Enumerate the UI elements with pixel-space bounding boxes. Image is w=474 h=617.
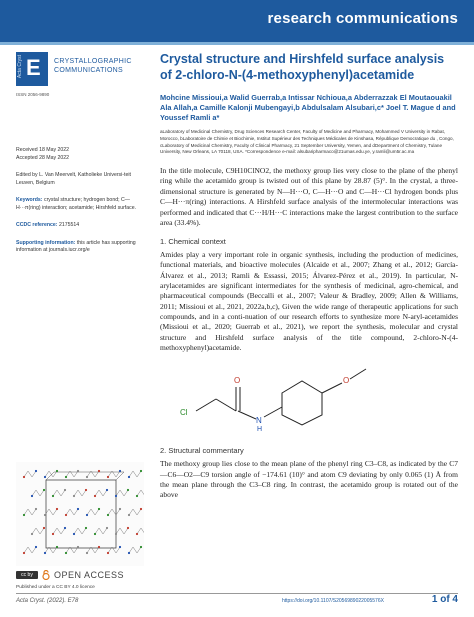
keywords-label: Keywords: bbox=[16, 197, 43, 204]
supporting-info bbox=[16, 240, 144, 255]
packing-atom bbox=[94, 533, 96, 535]
packing-atom bbox=[136, 495, 138, 497]
packing-atom bbox=[44, 476, 46, 478]
section-2-text: The methoxy group lies close to the mean plane of the phenyl ring C3–C8, as indicated by the C7—C6—O2—C9 torsion angle of −174.61 (10)° and atom C9 deviating by only 0.065 (1) Å from the mean plane through the C3–C8 ring. In contrast, the acetamido group is rotated out of the above bbox=[160, 459, 458, 500]
packing-atom bbox=[98, 508, 100, 510]
packing-atom bbox=[136, 533, 138, 535]
atom-o-carbonyl: O bbox=[234, 376, 241, 386]
packing-atom bbox=[140, 470, 142, 472]
atom-o-methoxy: O bbox=[343, 376, 350, 386]
packing-atom bbox=[31, 495, 33, 497]
packing-atom bbox=[115, 495, 117, 497]
packing-atom bbox=[77, 546, 79, 548]
issn: ISSN 2056-9890 bbox=[16, 92, 50, 97]
packing-atom bbox=[128, 476, 130, 478]
received-date: Received 18 May 2022 bbox=[16, 147, 70, 153]
packing-atom bbox=[85, 527, 87, 529]
license-text: Published under a CC BY 4.0 licence bbox=[16, 585, 95, 590]
footer-doi[interactable]: https://doi.org/10.1107/S2056989022005576X bbox=[282, 598, 384, 604]
packing-atom bbox=[56, 508, 58, 510]
journal-header-bar bbox=[0, 0, 474, 45]
packing-atom bbox=[77, 508, 79, 510]
open-access-row bbox=[16, 570, 124, 580]
packing-atom bbox=[64, 489, 66, 491]
molecule-diagram bbox=[160, 359, 458, 431]
packing-atom bbox=[65, 476, 67, 478]
crystal-packing-image bbox=[16, 462, 144, 566]
atom-cl: Cl bbox=[180, 408, 188, 418]
ccdc bbox=[16, 222, 144, 230]
journal-name bbox=[54, 58, 132, 76]
open-access-lock-icon bbox=[42, 570, 50, 580]
dates bbox=[16, 147, 144, 162]
packing-atom bbox=[128, 552, 130, 554]
packing-atom bbox=[119, 508, 121, 510]
packing-atom bbox=[35, 508, 37, 510]
packing-atom bbox=[115, 533, 117, 535]
section-1-title: 1. Chemical context bbox=[160, 236, 226, 246]
section-1-text: Amides play a very important role in organic synthesis, including the production of medicines, functional materials, and bioactive molecules (Alcaide et al., 2007; Zhang et al., 2012; García-Álvarez et al., 2013; Ramli & Essassi, 2015; Álvarez-Pérez et al., 2019). In particular, N-arylacetamides are significant intermediates for the synthesis of medicinal, agro-chemical, and pharmaceutical compounds (Beccalli et al., 2007; Valeur & Bradley, 2009; Allen & Williams, 2011; Missioui et al., 2021, 2022a,b,c), Given the wide range of therapeutic applications for such compounds, and in a conti-nuation of our research efforts to synthesize more N-aryl-acetamides (Missioui et al., 2020; Guerrab et al., 2021), we report the synthesis, molecular and crystal structure and Hirshfeld surface analysis of the title compound, 2-chloro-N-(4-methoxyphenyl)acetamide. bbox=[160, 249, 458, 352]
packing-atom bbox=[52, 533, 54, 535]
packing-atom bbox=[64, 527, 66, 529]
packing-atom bbox=[140, 508, 142, 510]
ccdc-label: CCDC reference: bbox=[16, 222, 58, 229]
packing-atom bbox=[98, 546, 100, 548]
packing-atom bbox=[106, 489, 108, 491]
packing-atom bbox=[127, 489, 129, 491]
packing-atom bbox=[23, 552, 25, 554]
packing-atom bbox=[86, 514, 88, 516]
article-main bbox=[160, 52, 458, 501]
journal-name-line1: CRYSTALLOGRAPHIC bbox=[54, 58, 132, 65]
packing-atom bbox=[128, 514, 130, 516]
journal-name-line2: COMMUNICATIONS bbox=[54, 66, 124, 74]
cc-by-badge: cc by bbox=[16, 571, 38, 579]
packing-atom bbox=[94, 495, 96, 497]
packing-atom bbox=[119, 546, 121, 548]
packing-atom bbox=[43, 489, 45, 491]
packing-atom bbox=[106, 527, 108, 529]
packing-atom bbox=[52, 495, 54, 497]
packing-atom bbox=[86, 476, 88, 478]
section-2-title: 2. Structural commentary bbox=[160, 446, 244, 456]
open-access-label: OPEN ACCESS bbox=[54, 570, 125, 580]
journal-header-title: research communications bbox=[267, 10, 458, 27]
packing-atom bbox=[140, 546, 142, 548]
atom-h: H bbox=[257, 426, 263, 432]
keywords-text: crystal structure; hydrogen bond; C—H···π(ring) interaction; acetamide; Hirshfeld surface. bbox=[16, 197, 137, 211]
packing-atom bbox=[31, 533, 33, 535]
packing-atom bbox=[56, 470, 58, 472]
packing-atom bbox=[65, 514, 67, 516]
accepted-date: Accepted 28 May 2022 bbox=[16, 154, 70, 161]
packing-atom bbox=[86, 552, 88, 554]
journal-logo bbox=[16, 52, 144, 86]
atom-n: N bbox=[256, 416, 262, 426]
article-abstract: In the title molecule, C9H10ClNO2, the methoxy group lies very close to the plane of the phenyl ring while the acetamido group is twisted out of this plane by 28.87 (5)°. In the crystal, a three-dimensional structure is generated by N—H···O, C—H···O and C—H···Cl hydrogen bonds plus C—H···π(ring) interactions. A Hirshfeld surface analysis of the intermolecular interactions was performed and indicated that C···H/H···C interactions make the largest contribution to the surface area (33.4%). bbox=[160, 165, 458, 228]
edited-by: Edited by L. Van Meervelt, Katholieke Universi-teit Leuven, Belgium bbox=[16, 172, 131, 186]
logo-letter: E bbox=[26, 55, 41, 80]
packing-atom bbox=[23, 476, 25, 478]
packing-atom bbox=[127, 527, 129, 529]
packing-atom bbox=[35, 546, 37, 548]
packing-atom bbox=[35, 470, 37, 472]
packing-atom bbox=[107, 552, 109, 554]
article-title: Crystal structure and Hirshfeld surface analysis of 2-chloro-N-(4-methoxyphenyl)acetamide bbox=[160, 52, 445, 82]
article-authors: Mohcine Missioui,a Walid Guerrab,a Intissar Nchioua,a Abderrazzak El Moutaouakil Ala Allah,a Camille Kalonji Mubengayi,b Abdulsalam Alsubari,c* Joel T. Mague d and Youssef Ramli a* bbox=[160, 93, 456, 123]
left-sidebar bbox=[16, 52, 144, 255]
journal-logo-box bbox=[16, 52, 48, 86]
supporting-label: Supporting information: bbox=[16, 239, 76, 246]
packing-atom bbox=[23, 514, 25, 516]
packing-atom bbox=[44, 514, 46, 516]
packing-atom bbox=[119, 470, 121, 472]
packing-atom bbox=[85, 489, 87, 491]
article-affiliations: aLaboratory of Medicinal Chemistry, Drug Sciences Research Center, Faculty of Medicine and Pharmacy, Mohammed V University in Rabat, Morocco, bLaboratoire de Chimie et Biochimie, Institut Supérieur des Techniques Médicales de Kinshasa, République Democratique du , Congo, cLaboratory of Medicinal Chemistry, Faculty of Clinical Pharmacy, 21 September University, Yemen, and dDepartment of Chemistry, Tulane University, New Orleans, LA 70118, USA. *Correspondence e-mail: alsubaripharmaco@21umas.edu.ye, y.ramli@um5r.ac.ma bbox=[160, 129, 454, 155]
packing-atom bbox=[65, 552, 67, 554]
supporting-text[interactable]: this article has supporting information at journals.iucr.org/e bbox=[16, 239, 136, 254]
packing-atom bbox=[107, 476, 109, 478]
packing-atom bbox=[73, 533, 75, 535]
packing-atom bbox=[56, 546, 58, 548]
footer-page: 1 of 4 bbox=[431, 594, 458, 605]
keywords bbox=[16, 197, 144, 212]
packing-atom bbox=[44, 552, 46, 554]
packing-atom bbox=[73, 495, 75, 497]
packing-atom bbox=[43, 527, 45, 529]
footer-divider bbox=[16, 593, 458, 594]
ccdc-number[interactable]: 2175514 bbox=[58, 222, 80, 229]
packing-atom bbox=[98, 470, 100, 472]
logo-side-text: Acta Cryst bbox=[17, 55, 23, 79]
footer-journal: Acta Cryst. (2022). E78 bbox=[16, 598, 79, 604]
packing-atom bbox=[77, 470, 79, 472]
packing-atom bbox=[107, 514, 109, 516]
